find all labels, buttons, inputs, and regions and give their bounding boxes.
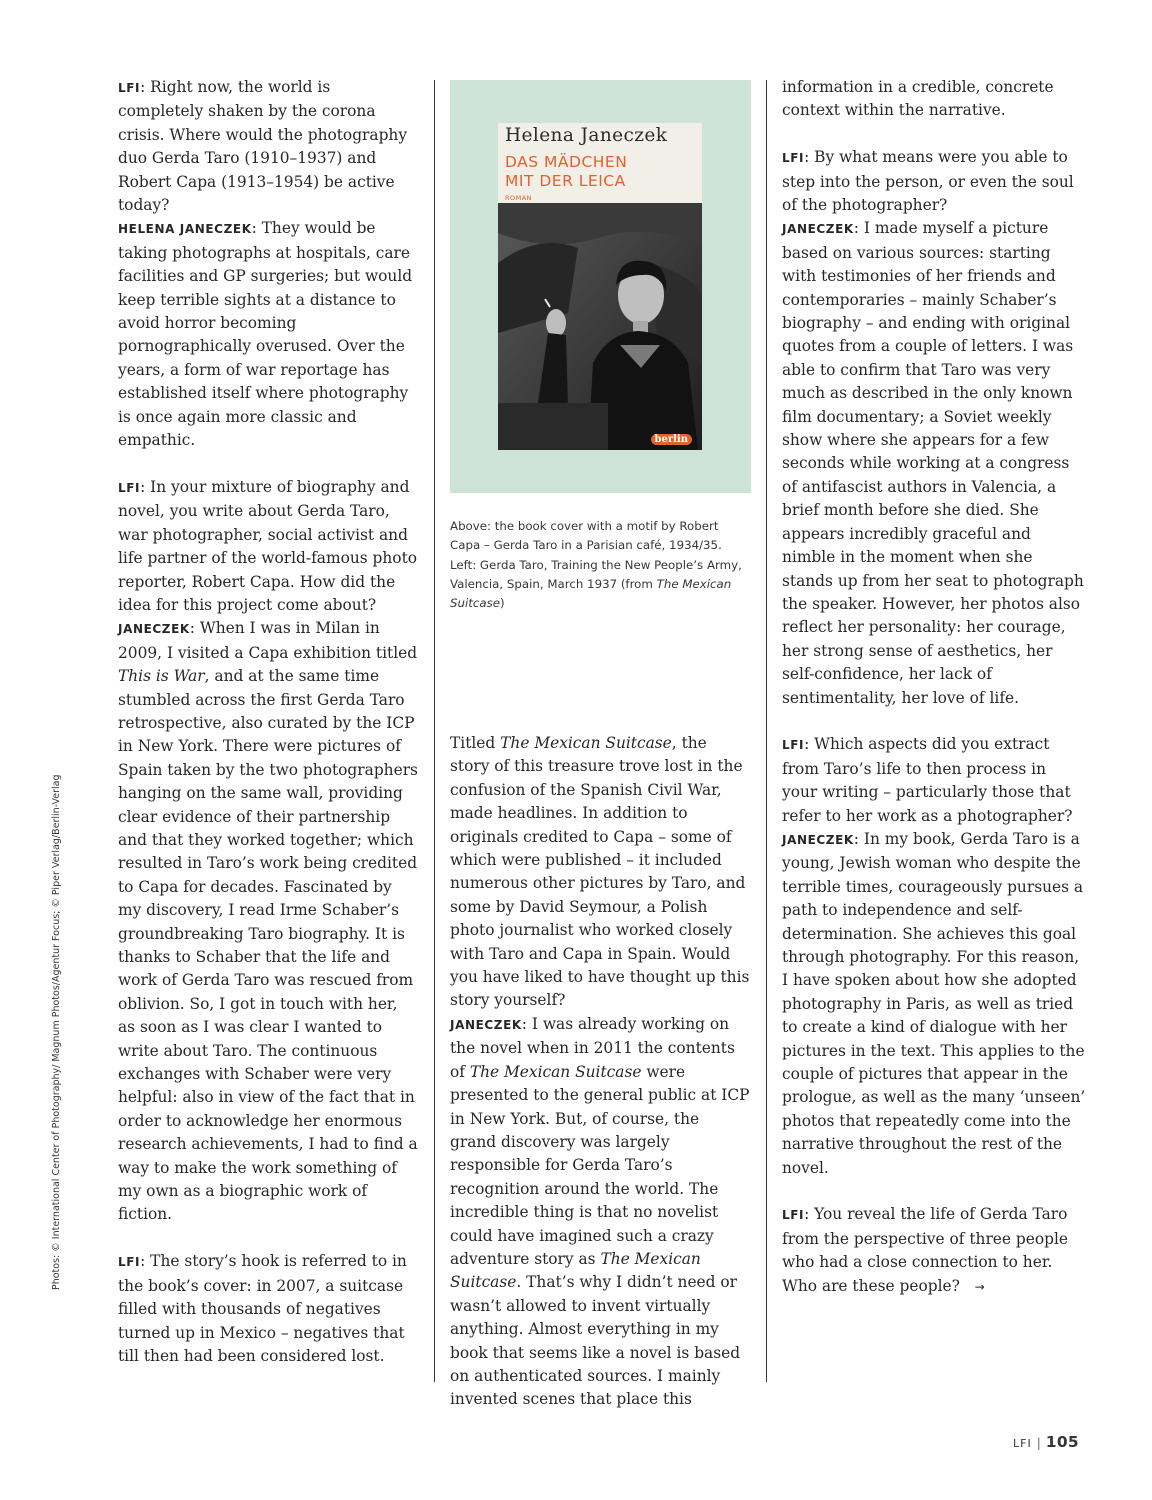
photo-caption: Above: the book cover with a motif by Robert Capa – Gerda Taro in a Parisian café, 1934/35. Left: Gerda Taro, Training the New People’s Army, Valencia, Spain, March 1937 (from The Mexican Suitcase)	[450, 519, 742, 611]
question-5: LFI: Which aspects did you extract from Taro’s life to then process in your writing – particularly those that refer to her work as a photographer?	[782, 735, 1073, 825]
page-footer	[1013, 1432, 1079, 1451]
speaker-lfi: LFI	[782, 738, 805, 753]
continue-arrow-icon: →	[974, 1279, 985, 1294]
question-2: LFI: In your mixture of biography and novel, you write about Gerda Taro, war photographer, social activist and life partner of the world-famous photo reporter, Robert Capa. How did the idea for this project come about?	[118, 477, 418, 614]
cover-author: Helena Janeczek	[505, 125, 668, 146]
question-1: LFI: Right now, the world is completely shaken by the corona crisis. Where would the photography duo Gerda Taro (1910–1937) and Robert Capa (1913–1954) be active today?	[118, 78, 408, 215]
footer-separator: |	[1036, 1436, 1041, 1450]
cover-photo	[498, 203, 702, 450]
answer-4: JANECZEK: I made myself a picture based on various sources: starting with testimonies of her friends and contemporaries – mainly Schaber’s biography – and ending with original quotes from a couple of letters. I was able to confirm that Taro was very much as described in the only known film documentary; a Soviet weekly show where she appears for a few seconds while working at a congress of antifascist authors in Valencia, a brief month before she died. She appears incredibly graceful and nimble in the moment when she stands up from her seat to photograph the speaker. However, her photos also reflect her personality: her courage, her strong sense of aesthetics, her self-confidence, her lack of sentimentality, her love of life.	[782, 219, 1084, 707]
speaker-janeczek: JANECZEK	[782, 222, 854, 237]
speaker-lfi: LFI	[118, 81, 141, 95]
answer-2: JANECZEK: When I was in Milan in 2009, I visited a Capa exhibition titled This is War, and at the same time stumbled across the first Gerda Taro retrospective, also curated by the ICP in New York. There were pictures of Spain taken by the two photographers hanging on the same wall, providing clear evidence of their partnership and that they worked together; which resulted in Taro’s work being credited to Capa for decades. Fascinated by my discovery, I read Irme Schaber’s groundbreaking Taro biography. It is thanks to Schaber that the life and work of Gerda Taro was rescued from oblivion. So, I got in touch with her, as soon as I was clear I wanted to write about Taro. The continuous exchanges with Schaber were very helpful: also in view of the fact that in order to acknowledge her enormous research achievements, I had to find a way to make the work something of my own as a biographic work of fiction.	[118, 619, 418, 1224]
question-4: LFI: By what means were you able to step into the person, or even the soul of the photographer?	[782, 148, 1074, 215]
speaker-lfi: LFI	[782, 1208, 805, 1223]
cover-subtitle: ROMAN	[505, 194, 533, 202]
answer-5: JANECZEK: In my book, Gerda Taro is a young, Jewish woman who despite the terrible times, courageously pursues a path to independence and self-determination. She achieves this goal through photography. For this reason, I have spoken about how she adopted photography in Paris, as well as tried to create a kind of dialogue with her pictures in the text. This applies to the couple of pictures that appear in the prologue, as well as the many ‘unseen’ photos that repeatedly come into the narrative throughout the rest of the novel.	[782, 829, 1086, 1177]
speaker-helena: HELENA JANECZEK	[118, 222, 252, 237]
paragraph-suitcase: Titled The Mexican Suitcase, the story of this treasure trove lost in the confusion of the Spanish Civil War, made headlines. In addition to originals credited to Capa – some of which were published – it included numerous other pictures by Taro, and some by David Seymour, a Polish photo journalist who worked closely with Taro and Capa in Spain. Would you have liked to have thought up this story yourself?	[450, 734, 750, 1010]
answer-1: HELENA JANECZEK: They would be taking photographs at hospitals, care facilities and GP surgeries; but would keep terrible sights at a distance to avoid horror becoming pornographically overused. Over the years, a form of war reportage has established itself where photography is once again more classic and empathic.	[118, 219, 413, 450]
book-cover	[498, 123, 702, 450]
column-1	[118, 76, 418, 1392]
column-rule-right	[766, 80, 767, 1382]
speaker-lfi: LFI	[118, 480, 141, 495]
column-2	[450, 732, 750, 1412]
photo-credit: Photos: © International Center of Photography/ Magnum Photos/Agentur Focus; © Piper Verlag/Berlin-Verlag	[51, 774, 62, 1290]
question-6: LFI: You reveal the life of Gerda Taro from the perspective of three people who had a close connection to her. Who are these people? →	[782, 1205, 1069, 1295]
answer-3: JANECZEK: I was already working on the novel when in 2011 the contents of The Mexican Suitcase were presented to the general public at ICP in New York. But, of course, the grand discovery was largely responsible for Gerda Taro’s recognition around the world. The incredible thing is that no novelist could have imagined such a crazy adventure story as The Mexican Suitcase. That’s why I didn’t need or wasn’t allowed to invent virtually anything. Almost everything in my book that seems like a novel is based on authenticated sources. I mainly invented scenes that place this	[450, 1014, 750, 1409]
question-3: LFI: The story’s hook is referred to in the book’s cover: in 2007, a suitcase filled with thousands of negatives turned up in Mexico – negatives that till then had been considered lost.	[118, 1252, 407, 1365]
cover-title: DAS MÄDCHEN MIT DER LEICA	[505, 153, 628, 190]
continuation-paragraph: information in a credible, concrete context within the narrative.	[782, 78, 1054, 120]
column-3	[782, 76, 1086, 1322]
footer-magazine: LFI	[1013, 1437, 1032, 1450]
column-rule-left	[434, 80, 435, 1382]
speaker-lfi: LFI	[118, 1255, 141, 1270]
speaker-janeczek: JANECZEK	[450, 1017, 522, 1032]
speaker-janeczek: JANECZEK	[782, 832, 854, 847]
publisher-logo: berlin	[651, 434, 693, 445]
speaker-lfi: LFI	[782, 151, 805, 166]
page-number: 105	[1045, 1433, 1080, 1451]
speaker-janeczek: JANECZEK	[118, 622, 190, 637]
